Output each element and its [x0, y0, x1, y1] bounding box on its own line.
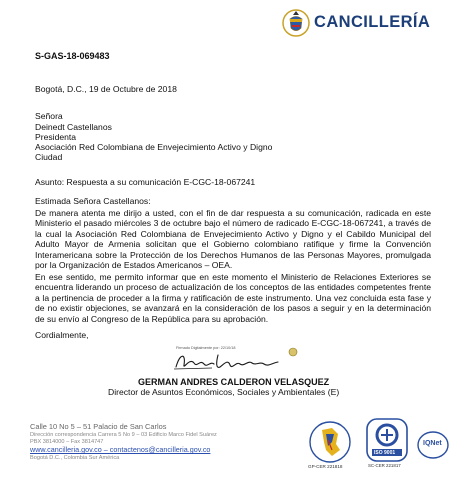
cert-mid-code: SC-CER 221817 [368, 463, 401, 468]
footer-phone: PBX 3814000 – Fax 3814747 [30, 439, 104, 445]
body-paragraph-2: En ese sentido, me permito informar que en este momento el Ministerio de Relaciones Exteriores se encuentra liderando un proceso de actualización de los conceptos de las entidades competentes frente a la pertinencia de proceder a la firma y ratificación de este instrumento. Una vez concluida esta fase y de no existir objeciones, se avanzará en la consideración de los pasos a seguir y en la determinación de su envío al Congreso de la República para su aprobación. [35, 272, 431, 324]
place-date: Bogotá, D.C., 19 de Octubre de 2018 [35, 84, 177, 94]
footer-correspondence: Dirección correspondencia Carrera 5 No 9 – 03 Edificio Marco Fidel Suárez [30, 432, 217, 438]
footer-links[interactable]: www.cancilleria.gov.co – contactenos@cancilleria.gov.co [30, 445, 211, 454]
cert-logo-iqnet [416, 430, 450, 460]
cert-right-label: IQNet [423, 440, 442, 447]
footer-city: Bogotá D.C., Colombia Sur América [30, 455, 120, 461]
footer-address: Calle 10 No 5 – 51 Palacio de San Carlos [30, 422, 167, 431]
greeting: Estimada Señora Castellanos: [35, 196, 151, 206]
recipient-organization: Asociación Red Colombiana de Envejecimiento Activo y Digno [35, 142, 273, 152]
signature-note: Firmado Digitalmente por: 22/10/18 [176, 346, 236, 350]
colombia-coat-of-arms-icon [282, 9, 310, 37]
cert-logo-icontec [302, 420, 358, 472]
handwritten-signature [172, 349, 292, 373]
cert-logo-iso [366, 418, 408, 472]
recipient-salutation: Señora [35, 111, 63, 121]
signer-title: Director de Asuntos Económicos, Sociales y Ambientales (E) [108, 387, 340, 397]
cert-mid-label: ISO 9001 [374, 450, 396, 456]
recipient-name: Deinedt Castellanos [35, 122, 112, 132]
recipient-title: Presidenta [35, 132, 77, 142]
recipient-city: Ciudad [35, 152, 63, 162]
digital-seal-icon [288, 347, 298, 357]
subject-line: Asunto: Respuesta a su comunicación E-CGC-18-067241 [35, 177, 256, 187]
reference-number: S-GAS-18-069483 [35, 51, 110, 61]
brand-name: CANCILLERÍA [314, 13, 431, 31]
closing: Cordialmente, [35, 330, 89, 340]
body-paragraph-1: De manera atenta me dirijo a usted, con el fin de dar respuesta a su comunicación, radicada en este Ministerio el pasado miércoles 3 de octubre bajo el número de radicado E-CGC-18-067241, a través de la cual la Asociación Red Colombiana de Envejecimiento Activo y Digno y el Cabildo Municipal del Adulto Mayor de Armenia solicitan que el Gobierno colombiano ratifique y firme la Convención Interamericana sobre la Protección de los Derechos Humanos de las Personas Mayores, promulgada por la Organización de Estados Americanos – OEA. [35, 208, 431, 271]
signer-name: GERMAN ANDRES CALDERON VELASQUEZ [138, 377, 330, 387]
cert-left-code: GP-CER 221818 [308, 464, 343, 469]
header-logo [282, 9, 442, 39]
colombia-map-cert-icon [302, 420, 358, 464]
